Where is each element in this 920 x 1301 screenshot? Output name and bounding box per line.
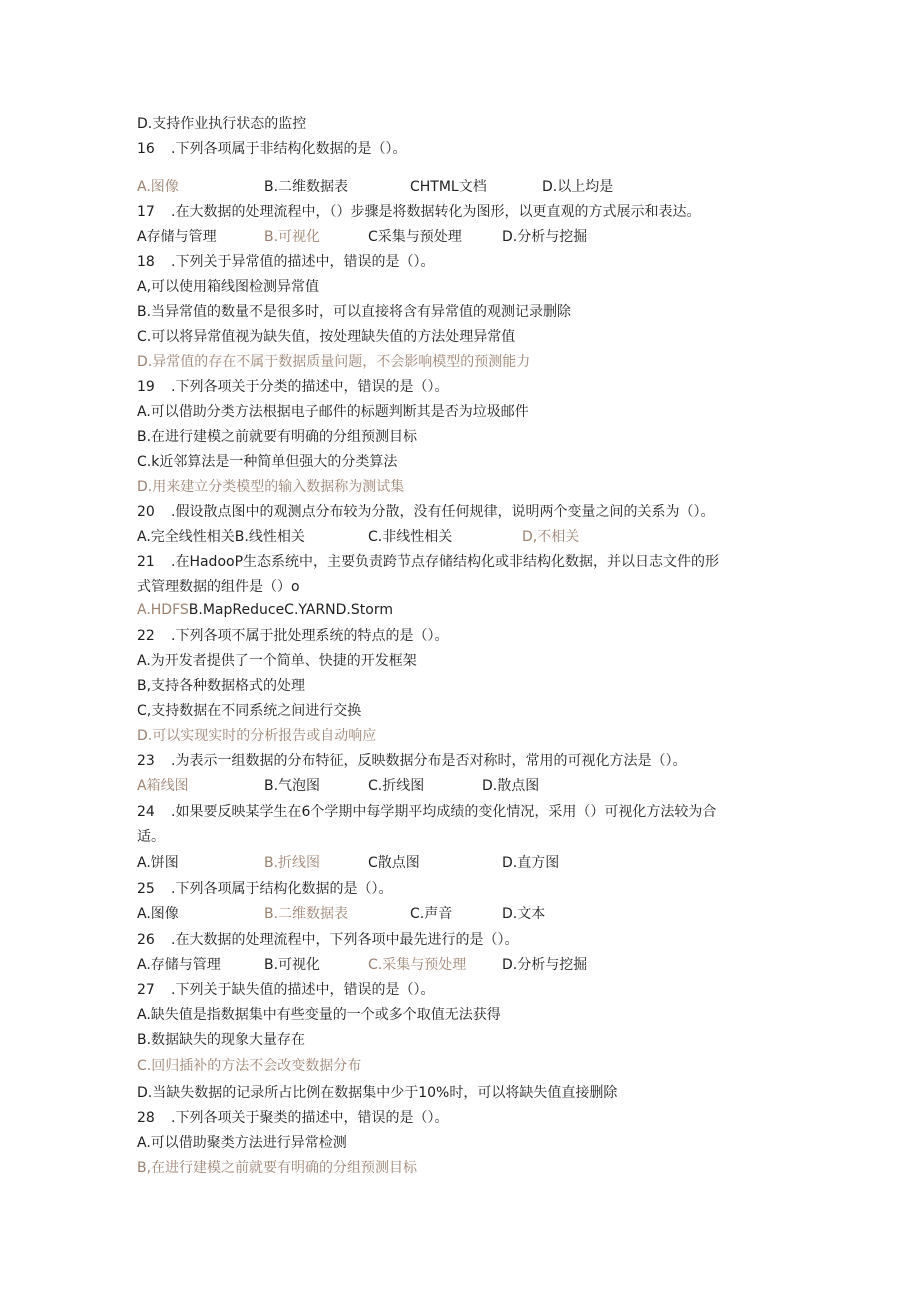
option-a: A.饼图 (137, 855, 179, 871)
question-number: 28 (137, 1110, 155, 1126)
question-text: .下列各项属于结构化数据的是（）。 (171, 881, 393, 897)
option-c: C散点图 (368, 855, 420, 871)
question-17 (137, 202, 700, 222)
option-line: D.支持作业执行状态的监控 (137, 116, 307, 132)
option-a: A,可以使用箱线图检测异常值 (137, 279, 320, 295)
option-a: A箱线图 (137, 778, 189, 794)
question-number: 26 (137, 932, 155, 948)
option-c: C.可以将异常值视为缺失值，按处理缺失值的方法处理异常值 (137, 329, 516, 345)
question-16 (137, 139, 406, 159)
question-number: 20 (137, 504, 155, 520)
option-b: B,支持各种数据格式的处理 (137, 678, 306, 694)
question-text: .下列各项关于聚类的描述中，错误的是（）。 (171, 1110, 449, 1126)
question-text: .如果要反映某学生在6个学期中每学期平均成绩的变化情况，采用（）可视化方法较为合 (171, 804, 717, 820)
question-number: 19 (137, 379, 155, 395)
question-18 (137, 252, 434, 272)
option-a: A.可以借助聚类方法进行异常检测 (137, 1135, 347, 1151)
option-c: C.非线性相关 (368, 529, 453, 545)
question-28 (137, 1108, 448, 1128)
option-a: A.HDFS (137, 602, 189, 618)
option-d: D.当缺失数据的记录所占比例在数据集中少于10%时，可以将缺失值直接删除 (137, 1085, 618, 1101)
question-text: .下列关于异常值的描述中，错误的是（）。 (171, 254, 435, 270)
option-c: C.折线图 (368, 778, 425, 794)
option-b: B.折线图 (264, 855, 321, 871)
option-b: B.二维数据表 (264, 179, 349, 195)
option-d: D.分析与挖掘 (502, 957, 588, 973)
option-b: B,在进行建模之前就要有明确的分组预测目标 (137, 1160, 418, 1176)
question-24 (137, 802, 716, 822)
question-21-continued: 式管理数据的组件是（）o (137, 579, 300, 595)
option-d: D.散点图 (482, 778, 540, 794)
question-number: 16 (137, 141, 155, 157)
option-d: D.用来建立分类模型的输入数据称为测试集 (137, 479, 405, 495)
option-a: A存储与管理 (137, 229, 217, 245)
option-a: A.可以借助分类方法根据电子邮件的标题判断其是否为垃圾邮件 (137, 404, 529, 420)
option-a: A.存储与管理 (137, 957, 221, 973)
option-a: A.为开发者提供了一个简单、快捷的开发框架 (137, 653, 417, 669)
question-number: 22 (137, 628, 155, 644)
question-text: .在大数据的处理流程中，下列各项中最先进行的是（）。 (171, 932, 519, 948)
question-19 (137, 377, 448, 397)
option-c: C.采集与预处理 (368, 957, 467, 973)
option-b: B.当异常值的数量不是很多时，可以直接将含有异常值的观测记录删除 (137, 304, 572, 320)
question-text: .为表示一组数据的分布特征，反映数据分布是否对称时，常用的可视化方法是（）。 (171, 753, 687, 769)
option-a: A.缺失值是指数据集中有些变量的一个或多个取值无法获得 (137, 1007, 501, 1023)
question-text: .下列各项关于分类的描述中，错误的是（）。 (171, 379, 449, 395)
option-b: B.可视化 (264, 957, 321, 973)
question-23 (137, 751, 686, 771)
question-26 (137, 930, 518, 950)
question-27 (137, 980, 434, 1000)
option-b: B.数据缺失的现象大量存在 (137, 1032, 306, 1048)
option-c: C.回归插补的方法不会改变数据分布 (137, 1058, 362, 1074)
option-d: D.异常值的存在不属于数据质量问题，不会影响模型的预测能力 (137, 354, 531, 370)
question-20 (137, 502, 714, 522)
option-d: D.可以实现实时的分析报告或自动响应 (137, 728, 377, 744)
question-text: .下列关于缺失值的描述中，错误的是（）。 (171, 982, 435, 998)
question-24-continued: 适。 (137, 829, 165, 845)
option-d: D.分析与挖掘 (502, 229, 588, 245)
option-d: D.直方图 (502, 855, 560, 871)
question-text: .下列各项不属于批处理系统的特点的是（）。 (171, 628, 449, 644)
question-22 (137, 626, 448, 646)
question-number: 17 (137, 204, 155, 220)
option-a: A.图像 (137, 179, 179, 195)
question-21 (137, 552, 719, 572)
option-b: B.在进行建模之前就要有明确的分组预测目标 (137, 429, 418, 445)
option-c: C.声音 (410, 906, 453, 922)
question-number: 23 (137, 753, 155, 769)
question-number: 25 (137, 881, 155, 897)
option-c: CHTML文档 (410, 179, 487, 195)
option-c: C,支持数据在不同系统之间进行交换 (137, 703, 362, 719)
question-number: 24 (137, 804, 155, 820)
option-b: B.气泡图 (264, 778, 321, 794)
question-number: 21 (137, 554, 155, 570)
question-text: .下列各项属于非结构化数据的是（）。 (171, 141, 407, 157)
option-b: B.可视化 (264, 229, 321, 245)
option-b: B.二维数据表 (264, 906, 349, 922)
option-d: D.以上均是 (542, 179, 614, 195)
option-c: C采集与预处理 (368, 229, 462, 245)
option-c: C.k近邻算法是一种简单但强大的分类算法 (137, 454, 398, 470)
option-line (137, 600, 393, 620)
question-text: .假设散点图中的观测点分布较为分散，没有任何规律，说明两个变量之间的关系为（）。 (171, 504, 715, 520)
question-number: 27 (137, 982, 155, 998)
question-25 (137, 879, 392, 899)
question-text: .在大数据的处理流程中，（）步骤是将数据转化为图形，以更直观的方式展示和表达。 (171, 204, 701, 220)
option-ab: A.完全线性相关B.线性相关 (137, 529, 305, 545)
option-d: D,不相关 (522, 529, 580, 545)
option-d: D.文本 (502, 906, 546, 922)
question-number: 18 (137, 254, 155, 270)
option-a: A.图像 (137, 906, 179, 922)
option-rest: B.MapReduceC.YARND.Storm (188, 602, 393, 618)
question-text: .在HadooP生态系统中，主要负责跨节点存储结构化或非结构化数据，并以日志文件的形 (171, 554, 720, 570)
